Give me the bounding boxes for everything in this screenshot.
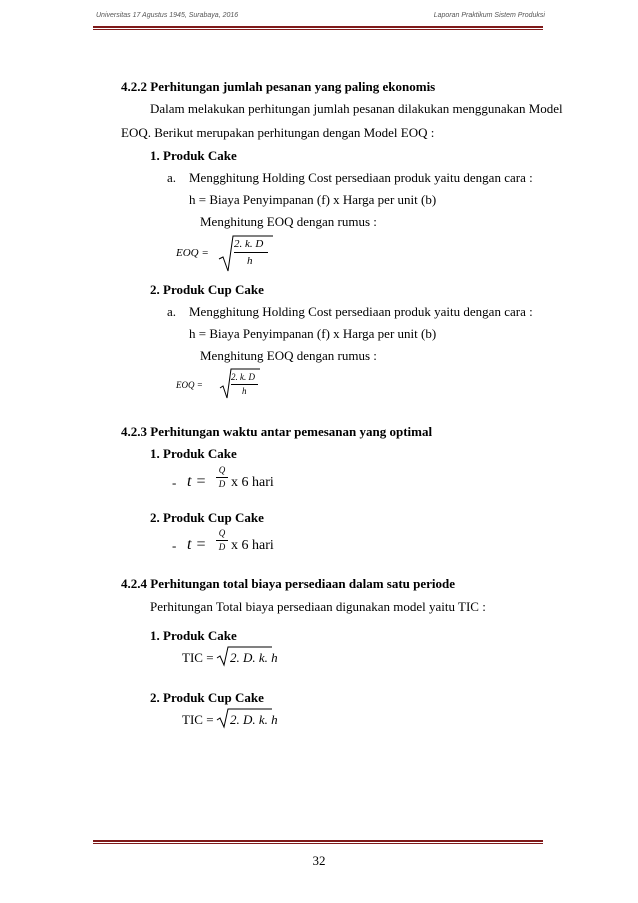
s422-item1-fraction-bar: [234, 252, 268, 253]
s422-item1-h-formula: h = Biaya Penyimpanan (f) x Harga per unit (b): [189, 192, 437, 207]
s423-item1-fraction-bar: [216, 477, 228, 478]
s422-item2-fraction-bar: [231, 384, 258, 385]
section-4-2-4-title: 4.2.4 Perhitungan total biaya persediaan dalam satu periode: [121, 576, 456, 591]
s423-item2-num: Q: [218, 528, 226, 538]
section-4-2-2-intro-line2: EOQ. Berikut merupakan perhitungan dengan Model EOQ :: [121, 125, 435, 140]
page-number: 32: [312, 853, 326, 868]
header-rule: [93, 26, 543, 28]
section-4-2-2-intro-line1: Dalam melakukan perhitungan jumlah pesanan dilakukan menggunakan Model: [150, 101, 563, 116]
s422-item1-eoq-lhs: EOQ =: [176, 247, 209, 259]
s424-item2-lhs: TIC =: [182, 712, 214, 727]
s424-item1-title: 1. Produk Cake: [150, 628, 237, 643]
s423-item1-rhs: x 6 hari: [231, 475, 274, 490]
s424-item2-title: 2. Produk Cup Cake: [150, 690, 264, 705]
s424-item1-radicand: 2. D. k. h: [230, 650, 278, 665]
s423-item1-num: Q: [218, 465, 226, 475]
s423-item2-lhs: t =: [187, 536, 207, 553]
s423-item1-den: D: [218, 479, 226, 489]
s424-item2-radicand: 2. D. k. h: [230, 712, 278, 727]
s422-item2-eoq-lhs: EOQ =: [176, 380, 203, 390]
s422-item2-eoq-text: Menghitung EOQ dengan rumus :: [200, 348, 377, 363]
s424-item1-lhs: TIC =: [182, 650, 214, 665]
s423-item1-dash: -: [172, 475, 177, 490]
s422-item1-a-text: Mengghitung Holding Cost persediaan produk yaitu dengan cara :: [189, 170, 533, 185]
section-4-2-3-title: 4.2.3 Perhitungan waktu antar pemesanan yang optimal: [121, 424, 433, 439]
s423-item1-lhs: t =: [187, 473, 207, 490]
s422-item2-a-text: Mengghitung Holding Cost persediaan produk yaitu dengan cara :: [189, 304, 533, 319]
s423-item2-title: 2. Produk Cup Cake: [150, 510, 264, 525]
s422-item1-eoq-den: h: [247, 255, 253, 267]
footer-rule-thin: [93, 843, 543, 844]
s422-item2-eoq-den: h: [242, 386, 247, 396]
s422-item1-eoq-num: 2. k. D: [234, 238, 264, 250]
header-right: Laporan Praktikum Sistem Produksi: [433, 12, 545, 19]
s422-item2-title: 2. Produk Cup Cake: [150, 282, 264, 297]
s423-item2-rhs: x 6 hari: [231, 538, 274, 553]
section-4-2-4-intro: Perhitungan Total biaya persediaan digunakan model yaitu TIC :: [150, 599, 486, 614]
header-left: Universitas 17 Agustus 1945, Surabaya, 2016: [96, 12, 239, 19]
s423-item1-title: 1. Produk Cake: [150, 446, 237, 461]
header-rule-thin: [93, 29, 543, 30]
s422-item1-a-label: a.: [167, 170, 177, 185]
s422-item2-h-formula: h = Biaya Penyimpanan (f) x Harga per unit (b): [189, 326, 437, 341]
s422-item1-eoq-text: Menghitung EOQ dengan rumus :: [200, 214, 377, 229]
s422-item2-eoq-num: 2. k. D: [231, 372, 255, 382]
s422-item2-a-label: a.: [167, 304, 177, 319]
s423-item2-den: D: [218, 542, 226, 552]
s422-item1-title: 1. Produk Cake: [150, 148, 237, 163]
footer-rule: [93, 840, 543, 842]
s423-item2-fraction-bar: [216, 540, 228, 541]
section-4-2-2-title: 4.2.2 Perhitungan jumlah pesanan yang paling ekonomis: [121, 79, 436, 94]
s423-item2-dash: -: [172, 538, 177, 553]
